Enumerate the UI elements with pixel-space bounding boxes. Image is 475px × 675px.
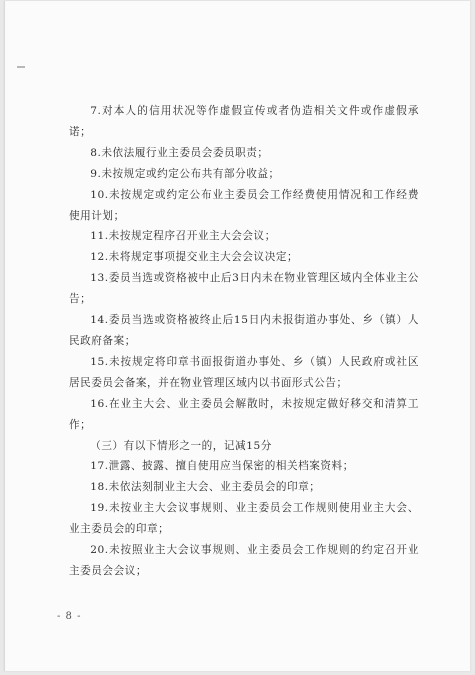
item-7: 7.对本人的信用状况等作虚假宣传或者伪造相关文件或作虚假承诺； [69, 105, 419, 138]
item-12: 12.未将规定事项提交业主大会会议决定； [90, 251, 299, 264]
item-13: 13.委员当选或资格被中止后3日内未在物业管理区域内全体业主公告； [69, 272, 419, 306]
document-page [4, 1, 470, 671]
item-20: 20.未按照业主大会议事规则、业主委员会工作规则的约定召开业主委员会会议； [69, 544, 419, 577]
item-9: 9.未按规定或约定公布共有部分收益； [90, 167, 280, 180]
item-11: 11.未按规定程序召开业主大会会议； [90, 230, 276, 243]
scan-mark [17, 66, 25, 68]
item-8: 8.未依法履行业主委员会委员职责； [90, 146, 269, 159]
document-body [69, 101, 419, 582]
item-17: 17.泄露、披露、擅自使用应当保密的相关档案资料； [90, 460, 354, 473]
item-14: 14.委员当选或资格被终止后15日内未报街道办事处、乡（镇）人民政府备案； [69, 314, 419, 347]
item-10: 10.未按规定或约定公布业主委员会工作经费使用情况和工作经费使用计划； [69, 188, 419, 222]
item-15: 15.未按规定将印章书面报街道办事处、乡（镇）人民政府或社区居民委员会备案，并在物业管理区域内以书面形式公告； [69, 355, 419, 389]
item-18: 18.未依法刻制业主大会、业主委员会的印章； [90, 481, 321, 494]
section-heading-3: （三）有以下情形之一的，记减15分 [90, 439, 272, 452]
item-19: 19.未按业主大会议事规则、业主委员会工作规则使用业主大会、业主委员会的印章； [69, 502, 419, 536]
item-16: 16.在业主大会、业主委员会解散时，未按规定做好移交和清算工作； [69, 397, 419, 431]
page-number: - 8 - [57, 611, 82, 622]
